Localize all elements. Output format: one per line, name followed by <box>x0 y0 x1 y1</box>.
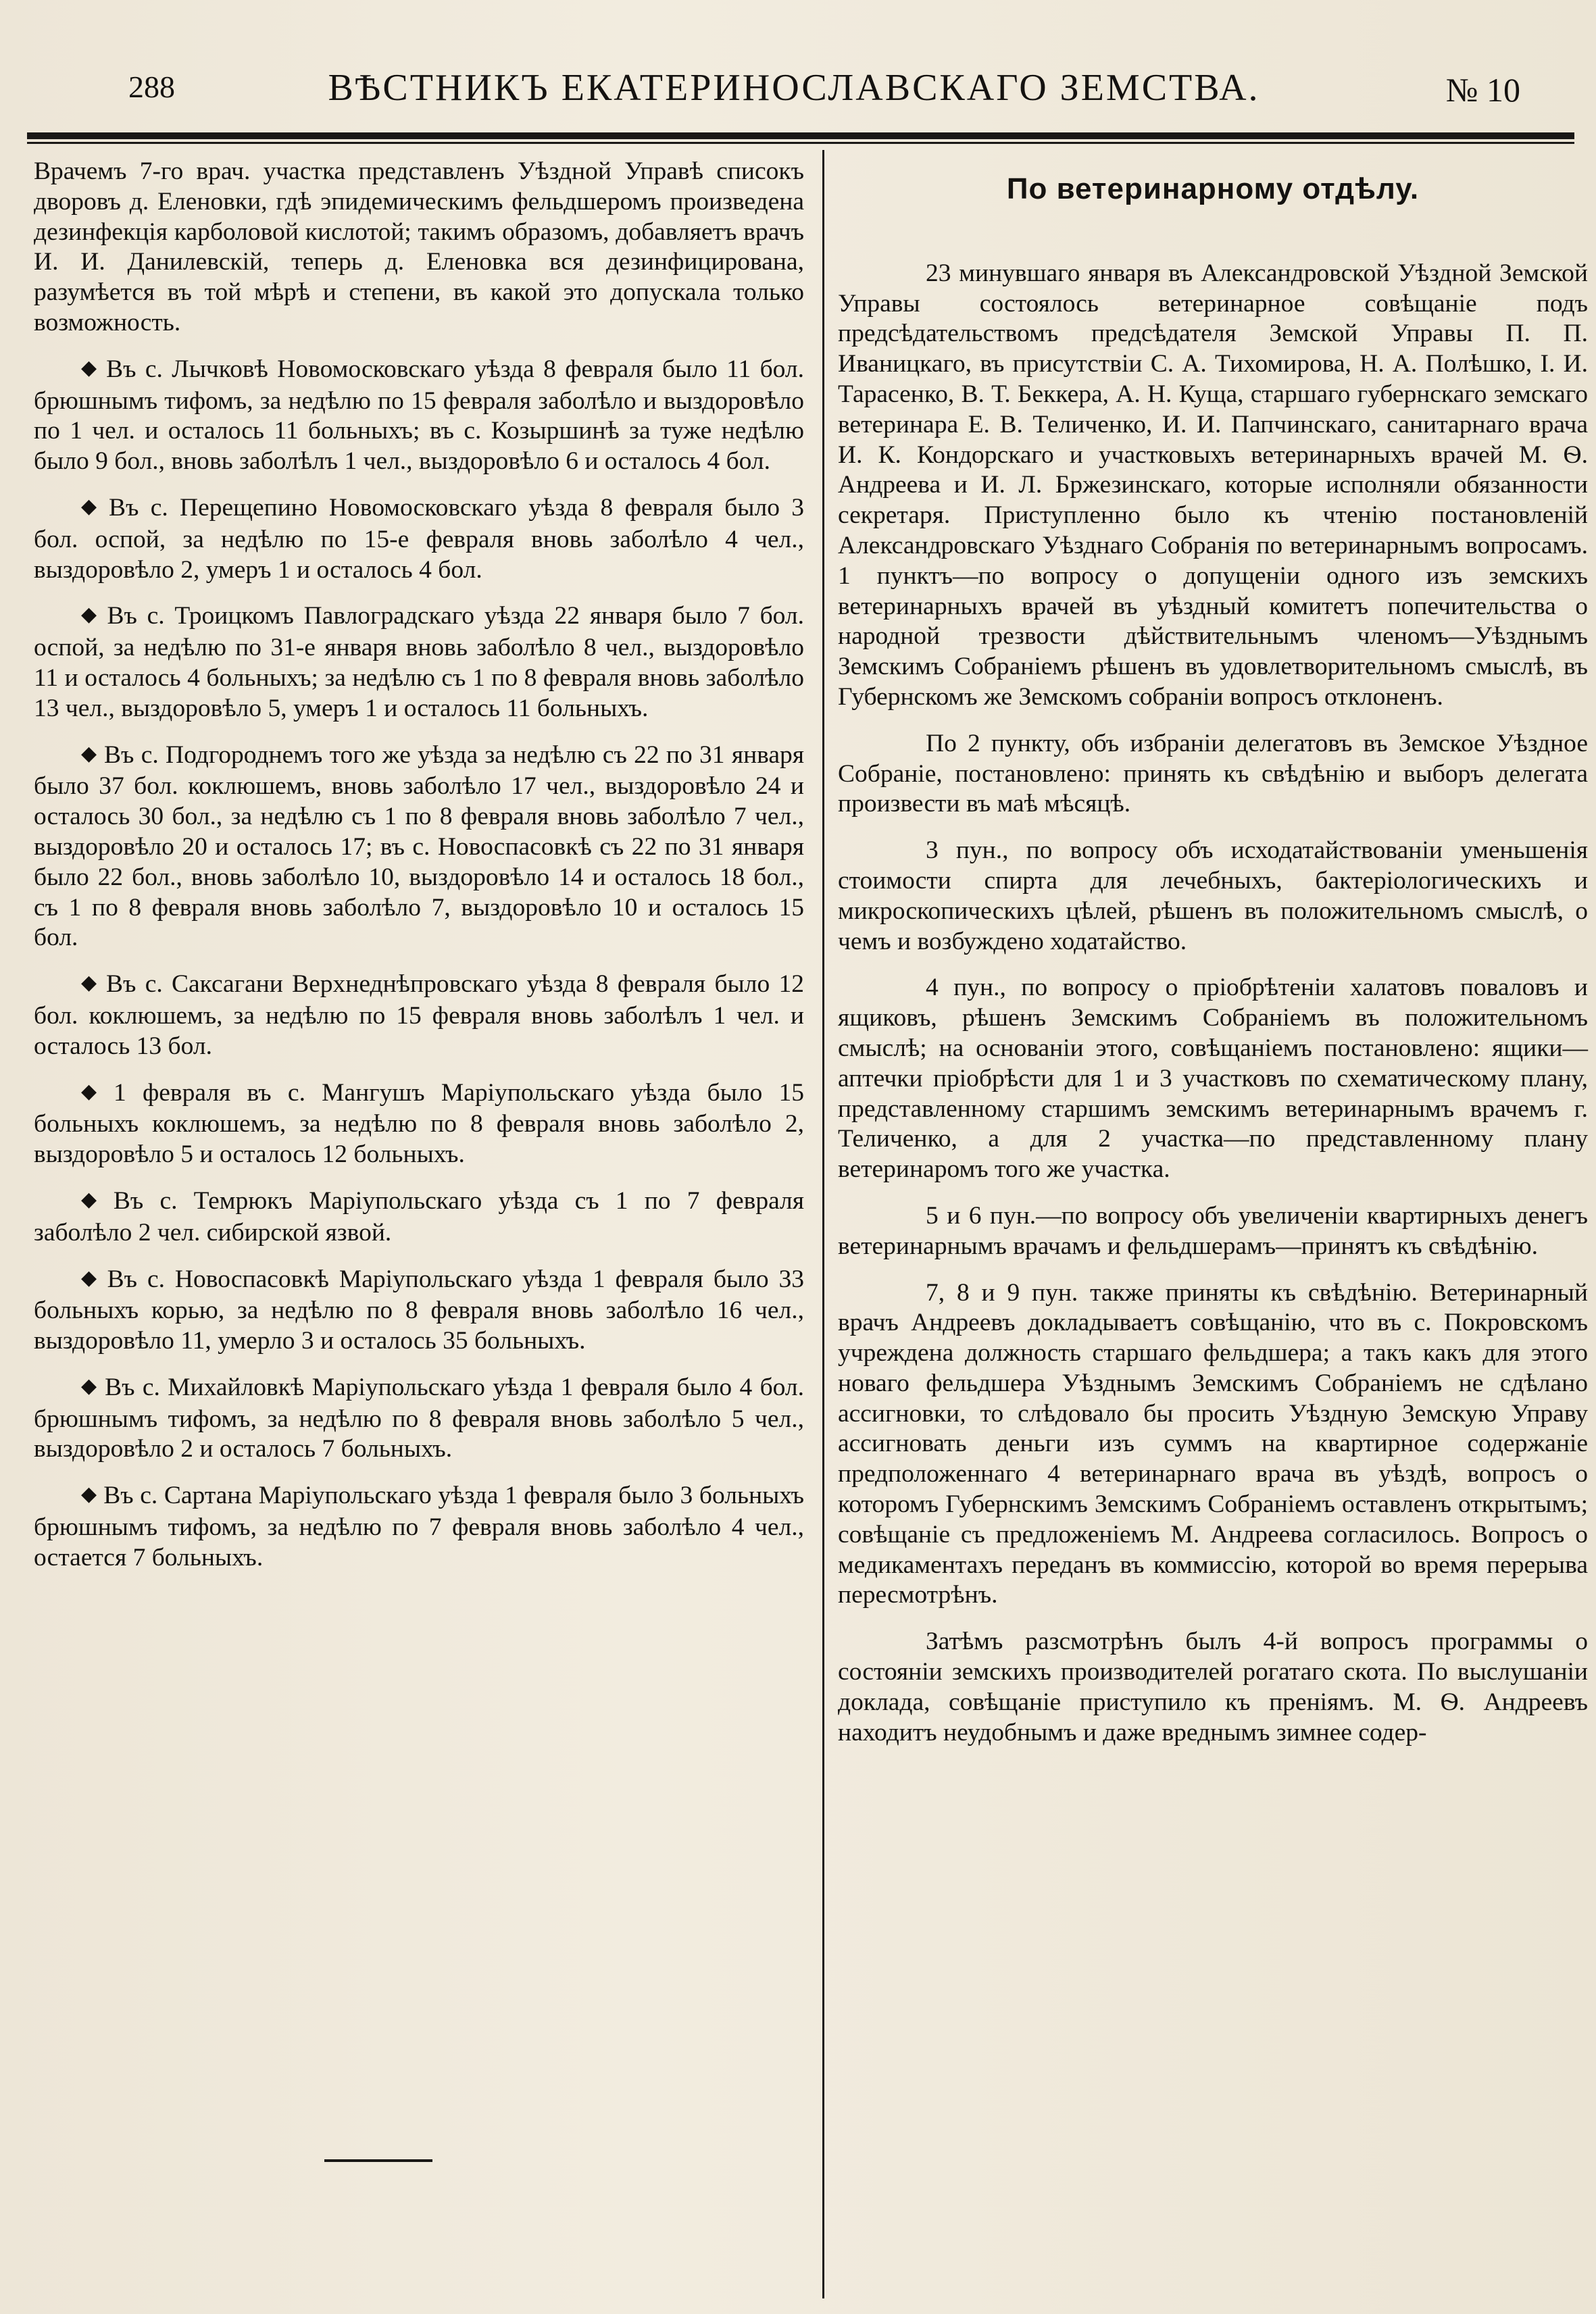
right-paragraph: 4 пун., по вопросу о пріобрѣтеніи халатовъ поваловъ и ящиковъ, рѣшенъ Земскимъ Собраніемъ въ положительномъ смыслѣ; на основаніи этого, совѣщаніемъ постановлено: ящики—аптечки пріобрѣсти для 1 и 3 участковъ по схематическому плану, представленному старшимъ земскимъ ветеринарнымъ врачемъ г. Теличенко, а для 2 участка—по представленному плану ветеринаромъ того же участка. <box>838 974 1588 1184</box>
left-column <box>34 157 804 1590</box>
left-paragraph: ◆ Въ с. Новоспасовкѣ Маріупольскаго уѣзда 1 февраля было 33 больныхъ корью, за недѣлю по 8 февраля вновь заболѣло 16 чел., выздоровѣло 11, умерло 3 и осталось 35 больныхъ. <box>34 1265 804 1357</box>
right-column <box>838 157 1588 1764</box>
section-heading: По ветеринарному отдѣлу. <box>1006 172 1420 205</box>
left-paragraph: ◆ Въ с. Темрюкъ Маріупольскаго уѣзда съ 1 по 7 февраля заболѣло 2 чел. сибирской язвой. <box>34 1186 804 1249</box>
header-rule-thick <box>27 132 1574 139</box>
left-paragraph: ◆ Въ с. Перещепино Новомосковскаго уѣзда 8 февраля было 3 бол. оспой, за недѣлю по 15-е февраля вновь заболѣло 4 чел., выздоровѣло 2, умеръ 1 и осталось 4 бол. <box>34 493 804 585</box>
left-paragraph: Врачемъ 7-го врач. участка представленъ Уѣздной Управѣ списокъ дворовъ д. Еленовки, гдѣ эпидемическимъ фельдшеромъ произведена дезинфекція карболовой кислотой; такимъ образомъ, добавляетъ врачъ И. И. Данилевскій, теперь д. Еленовка вся дезинфицирована, разумѣется въ той мѣрѣ и степени, въ какой это допускала только возможность. <box>34 157 804 336</box>
left-paragraph: ◆ Въ с. Подгороднемъ того же уѣзда за недѣлю съ 22 по 31 января было 37 бол. коклюшемъ, вновь заболѣло 17 чел., выздоровѣло 24 и осталось 30 бол., за недѣлю съ 1 по 8 февраля вновь заболѣло 7 чел., выздоровѣло 20 и осталось 17; въ с. Новоспасовкѣ съ 22 по 31 января было 22 бол., вновь заболѣло 10, выздоровѣло 14 и осталось 18 бол., съ 1 по 8 февраля вновь заболѣло 7, выздоровѣло 10 и осталось 15 бол. <box>34 740 804 954</box>
right-paragraph: По 2 пункту, объ избраніи делегатовъ въ Земское Уѣздное Собраніе, постановлено: принять къ свѣдѣнію и выборъ делегата произвести въ маѣ мѣсяцѣ. <box>838 729 1588 818</box>
left-paragraph: ◆ 1 февраля въ с. Мангушъ Маріупольскаго уѣзда было 15 больныхъ коклюшемъ, за недѣлю по 8 февраля вновь заболѣло 2, выздоровѣло 5 и осталось 12 больныхъ. <box>34 1078 804 1170</box>
left-paragraph: ◆ Въ с. Михайловкѣ Маріупольскаго уѣзда 1 февраля было 4 бол. брюшнымъ тифомъ, за недѣлю по 8 февраля вновь заболѣло 5 чел., выздоровѣло 2 и осталось 7 больныхъ. <box>34 1373 804 1465</box>
page-number: 288 <box>128 70 175 104</box>
right-paragraph: 5 и 6 пун.—по вопросу объ увеличеніи квартирныхъ денегъ ветеринарнымъ врачамъ и фельдшерамъ—принятъ къ свѣдѣнію. <box>838 1201 1588 1260</box>
right-paragraph: 23 минувшаго января въ Александровской Уѣздной Земской Управы состоялось ветеринарное совѣщаніе подъ предсѣдательствомъ предсѣдателя Земской Управы П. П. Иваницкаго, въ присутствіи С. А. Тихомирова, Н. А. Полѣшко, І. И. Тарасенко, В. Т. Беккера, А. Н. Куща, старшаго губернскаго земскаго ветеринара Е. В. Теличенко, И. И. Папчинскаго, санитарнаго врача И. К. Кондорскаго и участковыхъ ветеринарныхъ врачей М. Ѳ. Андреева и И. Л. Бржезинскаго, которые исполняли обязанности секретаря. Приступленно было къ чтенію постановленій Александровскаго Уѣзднаго Собранія по ветеринарнымъ вопросамъ. 1 пунктъ—по вопросу о допущеніи одного изъ земскихъ ветеринарныхъ врачей въ уѣздный комитетъ попечительства о народной трезвости дѣйствительнымъ членомъ—Уѣзднымъ Земскимъ Собраніемъ рѣшенъ въ удовлетворительномъ смыслѣ, въ Губернскомъ же Земскомъ собраніи вопросъ отклоненъ. <box>838 259 1588 711</box>
page-header <box>128 62 1534 116</box>
right-paragraph: 3 пун., по вопросу объ исходатайствованіи уменьшенія стоимости спирта для лечебныхъ, бактеріологическихъ и микроскопическихъ цѣлей, рѣшенъ въ положительномъ смыслѣ, о чемъ и возбуждено ходатайство. <box>838 836 1588 955</box>
left-paragraph: ◆ Въ с. Троицкомъ Павлоградскаго уѣзда 22 января было 7 бол. оспой, за недѣлю по 31-е января вновь заболѣло 8 чел., выздоровѣло 11 и осталось 4 больныхъ; за недѣлю съ 1 по 8 февраля вновь заболѣло 13 чел., выздоровѣло 5, умеръ 1 и осталось 11 больныхъ. <box>34 601 804 724</box>
header-rule-thin <box>27 142 1574 144</box>
column-divider <box>822 150 824 2298</box>
issue-number: № 10 <box>1445 71 1520 109</box>
journal-title: ВѢСТНИКЪ ЕКАТЕРИНОСЛАВСКАГО ЗЕМСТВА. <box>328 67 1260 109</box>
left-paragraph: ◆ Въ с. Саксагани Верхнеднѣпровскаго уѣзда 8 февраля было 12 бол. коклюшемъ, за недѣлю по 15 февраля вновь заболѣлъ 1 чел. и осталось 13 бол. <box>34 970 804 1061</box>
right-paragraph: 7, 8 и 9 пун. также приняты къ свѣдѣнію. Ветеринарный врачъ Андреевъ докладываетъ совѣщанію, что въ с. Покровскомъ учреждена должность старшаго фельдшера; а такъ какъ для этого новаго фельдшера Уѣзднымъ Земскимъ Собраніемъ не сдѣлано ассигновки, то слѣдовало бы просить Уѣздную Земскую Управу ассигновать деньги изъ суммъ на квартирное содержаніе предположеннаго 4 ветеринарнаго врача въ уѣздѣ, вопросъ о которомъ Губернскимъ Земскимъ Собраніемъ оставленъ открытымъ; совѣщаніе съ предложеніемъ М. Андреева согласилось. Вопросъ о медикаментахъ переданъ въ коммиссію, которой во время перерыва пересмотрѣнъ. <box>838 1278 1588 1609</box>
end-of-section-rule <box>324 2159 432 2162</box>
right-paragraph: Затѣмъ разсмотрѣнъ былъ 4-й вопросъ программы о состояніи земскихъ производителей рогатаго скота. По выслушаніи доклада, совѣщаніе приступило къ преніямъ. М. Ѳ. Андреевъ находитъ неудобнымъ и даже вреднымъ зимнее содер- <box>838 1628 1588 1746</box>
left-paragraph: ◆ Въ с. Сартана Маріупольскаго уѣзда 1 февраля было 3 больныхъ брюшнымъ тифомъ, за недѣлю по 7 февраля вновь заболѣло 4 чел., остается 7 больныхъ. <box>34 1481 804 1573</box>
left-paragraph: ◆ Въ с. Лычковѣ Новомосковскаго уѣзда 8 февраля было 11 бол. брюшнымъ тифомъ, за недѣлю по 15 февраля заболѣло и выздоровѣло по 1 чел. и осталось 11 больныхъ; въ с. Козыршинѣ за туже недѣлю было 9 бол., вновь заболѣлъ 1 чел., выздоровѣло 6 и осталось 4 бол. <box>34 355 804 477</box>
